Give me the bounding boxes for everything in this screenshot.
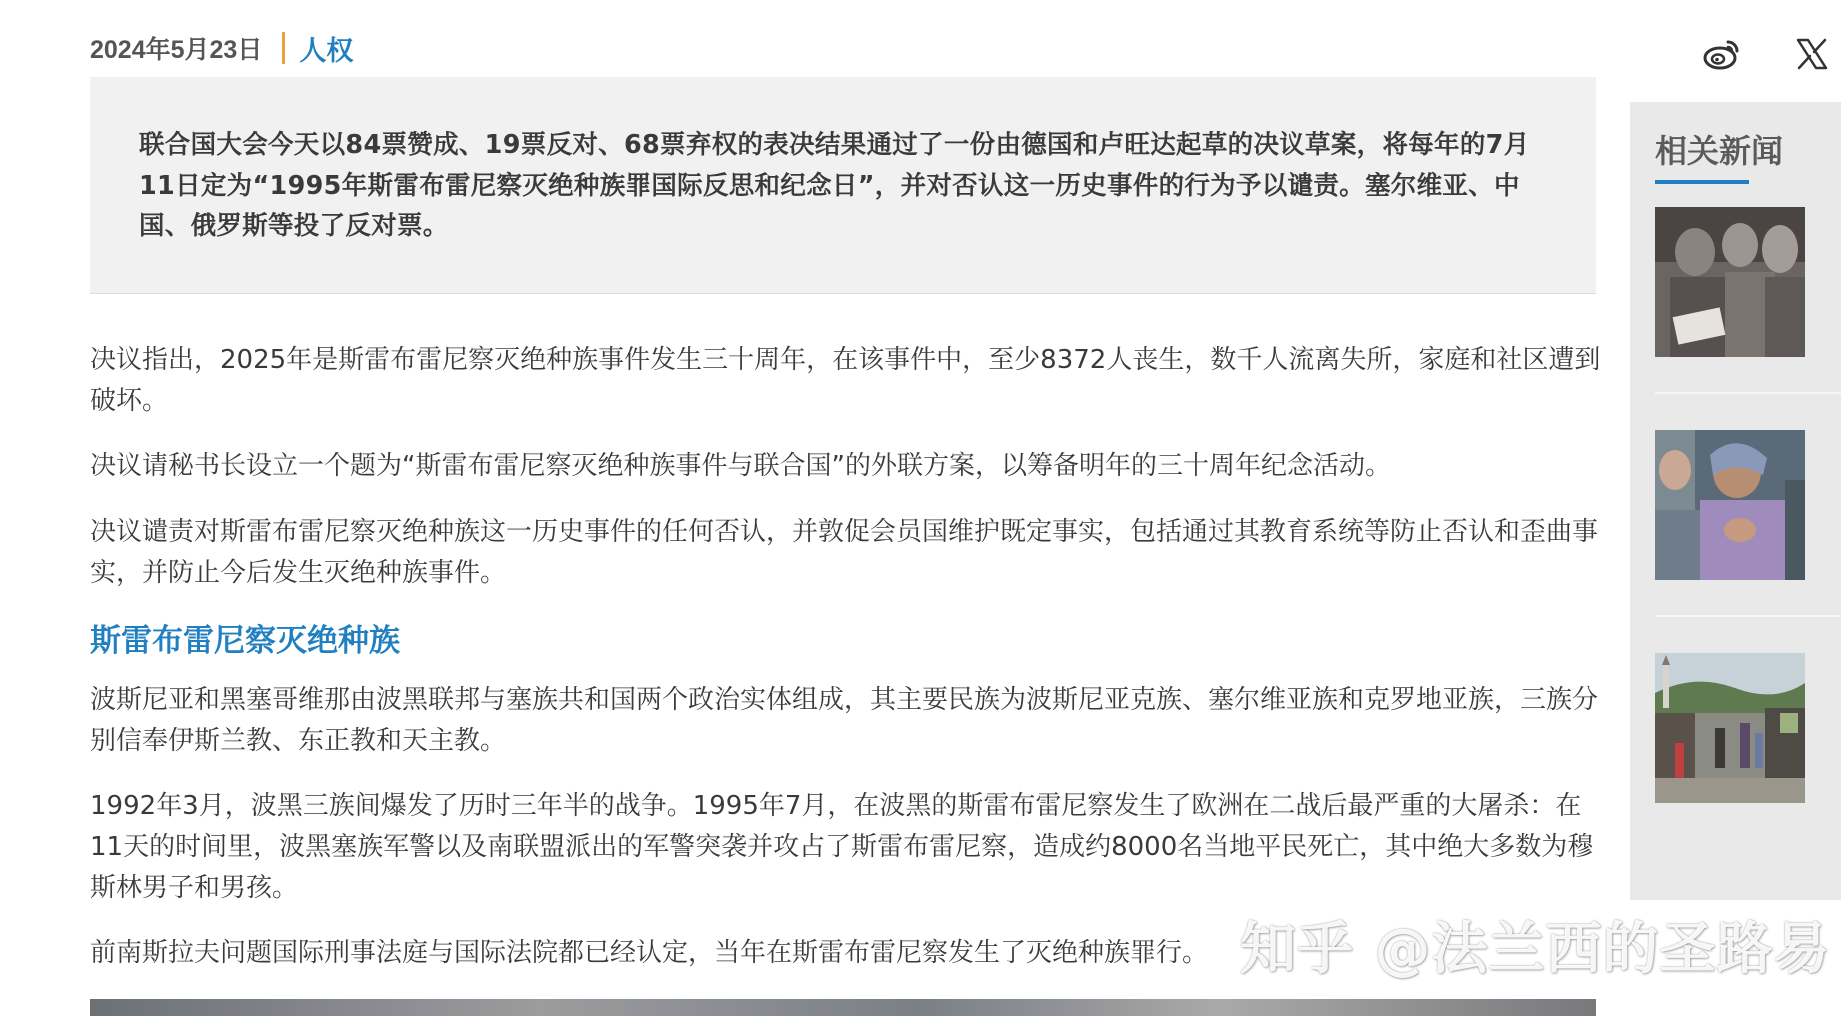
watermark-text: 知乎 @法兰西的圣路易 <box>1240 917 1831 982</box>
summary-text: 联合国大会今天以84票赞成、19票反对、68票弃权的表决结果通过了一份由德国和卢旺达起草的决议草案，将每年的7月11日定为“1995年斯雷布雷尼察灭绝种族罪国际反思和纪念日”，并对否认这一历史事件的行为予以谴责。塞尔维亚、中国、俄罗斯等投了反对票。 <box>139 130 1530 241</box>
photo-image <box>1655 430 1805 580</box>
body-paragraph: 波斯尼亚和黑塞哥维那由波黑联邦与塞族共和国两个政治实体组成，其主要民族为波斯尼亚克族、塞尔维亚族和克罗地亚族，三族分别信奉伊斯兰教、东正教和天主教。 <box>90 685 1599 756</box>
related-news-thumbnail[interactable] <box>1655 207 1805 357</box>
sidebar-divider <box>1655 615 1841 617</box>
x-icon[interactable] <box>1795 37 1829 71</box>
sidebar-title: 相关新闻 <box>1655 132 1784 170</box>
body-paragraph: 决议请秘书长设立一个题为“斯雷布雷尼察灭绝种族事件与联合国”的外联方案，以筹备明年的三十周年纪念活动。 <box>90 451 1391 481</box>
photo-image <box>1655 207 1805 357</box>
related-news-thumbnail[interactable] <box>1655 653 1805 803</box>
meta-separator <box>282 32 285 64</box>
sidebar-title-underline <box>1655 180 1749 184</box>
body-paragraph: 1992年3月，波黑三族间爆发了历时三年半的战争。1995年7月，在波黑的斯雷布雷尼察发生了欧洲在二战后最严重的大屠杀：在11天的时间里，波黑塞族军警以及南联盟派出的军警突袭并攻占了斯雷布雷尼察，造成约8000名当地平民死亡，其中绝大多数为穆斯林男子和男孩。 <box>90 791 1594 903</box>
related-news-thumbnail[interactable] <box>1655 430 1805 580</box>
share-bar <box>1703 34 1841 74</box>
article-date: 2024年5月23日 <box>90 36 263 64</box>
sidebar-divider <box>1655 392 1841 394</box>
body-paragraph: 前南斯拉夫问题国际刑事法庭与国际法院都已经认定，当年在斯雷布雷尼察发生了灭绝种族罪行。 <box>90 938 1209 968</box>
article-meta <box>90 30 353 66</box>
category-link[interactable]: 人权 <box>299 35 354 67</box>
weibo-icon[interactable] <box>1703 34 1743 74</box>
related-news-sidebar <box>1630 102 1841 900</box>
body-paragraph: 决议指出，2025年是斯雷布雷尼察灭绝种族事件发生三十周年，在该事件中，至少8372人丧生，数千人流离失所，家庭和社区遭到破坏。 <box>90 345 1601 416</box>
article-image <box>90 999 1596 1016</box>
section-heading: 斯雷布雷尼察灭绝种族 <box>90 623 400 659</box>
body-paragraph: 决议谴责对斯雷布雷尼察灭绝种族这一历史事件的任何否认，并敦促会员国维护既定事实，包括通过其教育系统等防止否认和歪曲事实，并防止今后发生灭绝种族事件。 <box>90 517 1599 588</box>
article-summary <box>90 77 1596 294</box>
photo-image <box>1655 653 1805 803</box>
